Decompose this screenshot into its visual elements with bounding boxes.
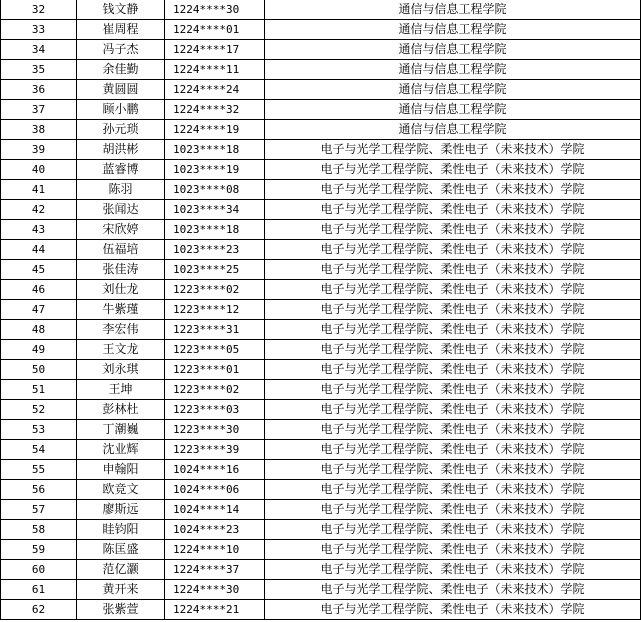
student-name: 范亿灏 <box>77 560 165 580</box>
student-name: 牛紫瑾 <box>77 300 165 320</box>
row-number: 51 <box>1 380 77 400</box>
student-name: 刘永琪 <box>77 360 165 380</box>
student-name: 蓝睿博 <box>77 160 165 180</box>
table-row <box>1 400 641 420</box>
student-id: 1024****06 <box>165 480 265 500</box>
student-name: 眭钧阳 <box>77 520 165 540</box>
college-name: 电子与光学工程学院、柔性电子（未来技术）学院 <box>265 580 641 600</box>
table-row <box>1 460 641 480</box>
table-row <box>1 520 641 540</box>
college-name: 电子与光学工程学院、柔性电子（未来技术）学院 <box>265 500 641 520</box>
college-name: 通信与信息工程学院 <box>265 100 641 120</box>
student-id: 1223****02 <box>165 280 265 300</box>
row-number: 56 <box>1 480 77 500</box>
student-id: 1023****23 <box>165 240 265 260</box>
table-row <box>1 580 641 600</box>
student-name: 彭林杜 <box>77 400 165 420</box>
table-row <box>1 300 641 320</box>
student-name: 申翰阳 <box>77 460 165 480</box>
row-number: 35 <box>1 60 77 80</box>
college-name: 电子与光学工程学院、柔性电子（未来技术）学院 <box>265 260 641 280</box>
student-name: 刘仕龙 <box>77 280 165 300</box>
student-name: 欧竞文 <box>77 480 165 500</box>
student-id: 1223****01 <box>165 360 265 380</box>
college-name: 电子与光学工程学院、柔性电子（未来技术）学院 <box>265 140 641 160</box>
student-id: 1023****18 <box>165 220 265 240</box>
student-name: 王坤 <box>77 380 165 400</box>
row-number: 40 <box>1 160 77 180</box>
table-row <box>1 260 641 280</box>
table-row <box>1 440 641 460</box>
college-name: 电子与光学工程学院、柔性电子（未来技术）学院 <box>265 220 641 240</box>
row-number: 34 <box>1 40 77 60</box>
college-name: 电子与光学工程学院、柔性电子（未来技术）学院 <box>265 300 641 320</box>
row-number: 57 <box>1 500 77 520</box>
student-id: 1223****31 <box>165 320 265 340</box>
student-id: 1223****30 <box>165 420 265 440</box>
student-name: 陈羽 <box>77 180 165 200</box>
student-id: 1224****24 <box>165 80 265 100</box>
college-name: 电子与光学工程学院、柔性电子（未来技术）学院 <box>265 440 641 460</box>
student-name: 伍福培 <box>77 240 165 260</box>
row-number: 45 <box>1 260 77 280</box>
table-row <box>1 340 641 360</box>
college-name: 电子与光学工程学院、柔性电子（未来技术）学院 <box>265 460 641 480</box>
student-name: 黄圆圆 <box>77 80 165 100</box>
table-row <box>1 500 641 520</box>
row-number: 52 <box>1 400 77 420</box>
row-number: 33 <box>1 20 77 40</box>
student-id: 1223****12 <box>165 300 265 320</box>
student-id: 1023****25 <box>165 260 265 280</box>
row-number: 43 <box>1 220 77 240</box>
table-row <box>1 320 641 340</box>
table-row <box>1 20 641 40</box>
student-name: 丁潮巍 <box>77 420 165 440</box>
table-row <box>1 80 641 100</box>
row-number: 44 <box>1 240 77 260</box>
college-name: 电子与光学工程学院、柔性电子（未来技术）学院 <box>265 600 641 620</box>
college-name: 通信与信息工程学院 <box>265 40 641 60</box>
college-name: 电子与光学工程学院、柔性电子（未来技术）学院 <box>265 540 641 560</box>
college-name: 电子与光学工程学院、柔性电子（未来技术）学院 <box>265 160 641 180</box>
row-number: 32 <box>1 0 77 20</box>
row-number: 48 <box>1 320 77 340</box>
student-id: 1224****30 <box>165 0 265 20</box>
row-number: 62 <box>1 600 77 620</box>
roster-body <box>1 0 641 620</box>
college-name: 电子与光学工程学院、柔性电子（未来技术）学院 <box>265 280 641 300</box>
student-id: 1023****18 <box>165 140 265 160</box>
student-name: 胡洪彬 <box>77 140 165 160</box>
row-number: 37 <box>1 100 77 120</box>
college-name: 电子与光学工程学院、柔性电子（未来技术）学院 <box>265 400 641 420</box>
student-name: 陈匡盛 <box>77 540 165 560</box>
row-number: 60 <box>1 560 77 580</box>
student-id: 1224****10 <box>165 540 265 560</box>
student-id: 1023****34 <box>165 200 265 220</box>
college-name: 电子与光学工程学院、柔性电子（未来技术）学院 <box>265 480 641 500</box>
row-number: 47 <box>1 300 77 320</box>
student-id: 1023****08 <box>165 180 265 200</box>
student-name: 廖斯远 <box>77 500 165 520</box>
college-name: 通信与信息工程学院 <box>265 20 641 40</box>
student-id: 1224****19 <box>165 120 265 140</box>
college-name: 通信与信息工程学院 <box>265 60 641 80</box>
table-row <box>1 540 641 560</box>
row-number: 55 <box>1 460 77 480</box>
table-row <box>1 0 641 20</box>
student-id: 1023****19 <box>165 160 265 180</box>
row-number: 36 <box>1 80 77 100</box>
college-name: 电子与光学工程学院、柔性电子（未来技术）学院 <box>265 200 641 220</box>
student-name: 顾小鹏 <box>77 100 165 120</box>
student-id: 1224****21 <box>165 600 265 620</box>
table-row <box>1 560 641 580</box>
table-row <box>1 220 641 240</box>
college-name: 电子与光学工程学院、柔性电子（未来技术）学院 <box>265 420 641 440</box>
college-name: 电子与光学工程学院、柔性电子（未来技术）学院 <box>265 180 641 200</box>
table-row <box>1 420 641 440</box>
table-row <box>1 380 641 400</box>
row-number: 53 <box>1 420 77 440</box>
row-number: 42 <box>1 200 77 220</box>
student-name: 孙元琐 <box>77 120 165 140</box>
student-id: 1223****02 <box>165 380 265 400</box>
table-row <box>1 100 641 120</box>
student-id: 1224****37 <box>165 560 265 580</box>
table-row <box>1 200 641 220</box>
student-id: 1224****11 <box>165 60 265 80</box>
table-row <box>1 600 641 620</box>
college-name: 电子与光学工程学院、柔性电子（未来技术）学院 <box>265 520 641 540</box>
row-number: 54 <box>1 440 77 460</box>
table-row <box>1 60 641 80</box>
row-number: 38 <box>1 120 77 140</box>
table-row <box>1 120 641 140</box>
college-name: 电子与光学工程学院、柔性电子（未来技术）学院 <box>265 360 641 380</box>
row-number: 58 <box>1 520 77 540</box>
student-id: 1224****01 <box>165 20 265 40</box>
row-number: 39 <box>1 140 77 160</box>
table-row <box>1 160 641 180</box>
student-name: 沈业辉 <box>77 440 165 460</box>
student-name: 冯子杰 <box>77 40 165 60</box>
college-name: 电子与光学工程学院、柔性电子（未来技术）学院 <box>265 240 641 260</box>
college-name: 通信与信息工程学院 <box>265 0 641 20</box>
student-id: 1223****05 <box>165 340 265 360</box>
student-name: 张紫萱 <box>77 600 165 620</box>
row-number: 46 <box>1 280 77 300</box>
student-name: 李宏伟 <box>77 320 165 340</box>
table-row <box>1 40 641 60</box>
table-row <box>1 240 641 260</box>
table-row <box>1 180 641 200</box>
row-number: 49 <box>1 340 77 360</box>
student-name: 宋欣婷 <box>77 220 165 240</box>
student-id: 1224****32 <box>165 100 265 120</box>
student-id: 1224****30 <box>165 580 265 600</box>
student-id: 1224****17 <box>165 40 265 60</box>
college-name: 电子与光学工程学院、柔性电子（未来技术）学院 <box>265 560 641 580</box>
student-name: 崔周程 <box>77 20 165 40</box>
table-row <box>1 140 641 160</box>
student-id: 1223****39 <box>165 440 265 460</box>
college-name: 电子与光学工程学院、柔性电子（未来技术）学院 <box>265 380 641 400</box>
student-id: 1024****14 <box>165 500 265 520</box>
student-name: 王文龙 <box>77 340 165 360</box>
row-number: 41 <box>1 180 77 200</box>
student-name: 张佳涛 <box>77 260 165 280</box>
row-number: 59 <box>1 540 77 560</box>
student-name: 黄开来 <box>77 580 165 600</box>
student-id: 1024****23 <box>165 520 265 540</box>
college-name: 电子与光学工程学院、柔性电子（未来技术）学院 <box>265 320 641 340</box>
row-number: 61 <box>1 580 77 600</box>
student-name: 张闻达 <box>77 200 165 220</box>
college-name: 通信与信息工程学院 <box>265 120 641 140</box>
student-name: 余佳勤 <box>77 60 165 80</box>
row-number: 50 <box>1 360 77 380</box>
table-row <box>1 480 641 500</box>
college-name: 电子与光学工程学院、柔性电子（未来技术）学院 <box>265 340 641 360</box>
student-id: 1223****03 <box>165 400 265 420</box>
student-name: 钱文静 <box>77 0 165 20</box>
student-id: 1024****16 <box>165 460 265 480</box>
table-row <box>1 360 641 380</box>
table-row <box>1 280 641 300</box>
college-name: 通信与信息工程学院 <box>265 80 641 100</box>
